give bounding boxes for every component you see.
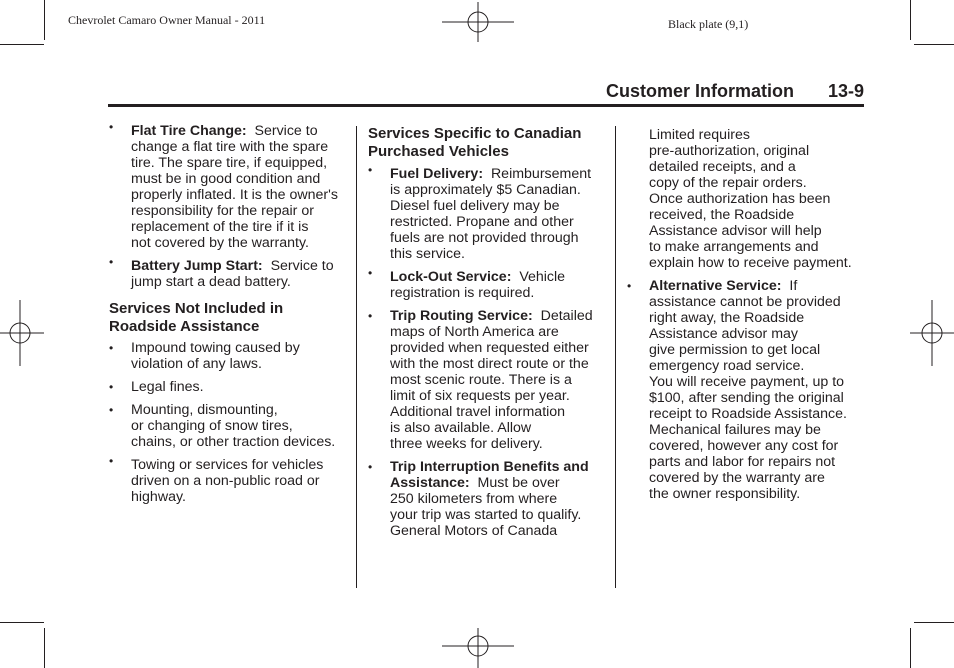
subheading-line: Roadside Assistance — [109, 318, 260, 335]
item-line: assistance cannot be provided — [649, 294, 841, 310]
item-line: tire. The spare tire, if equipped, — [131, 155, 328, 171]
item-line: parts and labor for repairs not — [649, 454, 836, 470]
item-line: Additional travel information — [390, 404, 566, 420]
item-term: Lock-Out Service: — [390, 269, 512, 285]
bullet-icon: • — [109, 380, 114, 394]
item-line: your trip was started to qualify. — [390, 507, 582, 523]
list-item — [109, 379, 349, 395]
list-item — [109, 402, 349, 450]
item-term: Trip Interruption Benefits and — [390, 459, 589, 475]
item-line: Towing or services for vehicles — [131, 457, 324, 473]
registration-mark-icon — [440, 628, 516, 668]
page-number: 13-9 — [827, 81, 864, 101]
item-term: Fuel Delivery: — [390, 166, 484, 182]
crop-mark — [0, 44, 44, 45]
item-line: detailed receipts, and a — [649, 159, 796, 175]
item-text: Vehicle — [519, 269, 566, 285]
item-line: explain how to receive payment. — [649, 255, 852, 271]
item-line: is approximately $5 Canadian. — [390, 182, 581, 198]
subheading-line: Services Specific to Canadian — [368, 125, 582, 142]
item-line: not covered by the warranty. — [131, 235, 309, 251]
list-item — [627, 278, 867, 502]
item-line: Legal fines. — [131, 379, 204, 395]
item-line: change a flat tire with the spare — [131, 139, 329, 155]
item-line: covered by the warranty are — [649, 470, 825, 486]
item-line: Mounting, dismounting, — [131, 402, 278, 418]
list-item — [368, 308, 608, 452]
list-item — [109, 255, 349, 290]
item-line: properly inflated. It is the owner's — [131, 187, 338, 203]
item-line: jump start a dead battery. — [131, 274, 291, 290]
column-2 — [368, 123, 608, 546]
item-line: fuels are not provided through — [390, 230, 579, 246]
column-1 — [109, 120, 349, 512]
column-divider — [615, 126, 616, 588]
item-line: pre-authorization, original — [649, 143, 810, 159]
list-item — [109, 454, 349, 505]
item-line: covered, however any cost for — [649, 438, 839, 454]
item-text: Must be over — [477, 475, 560, 491]
crop-mark — [910, 628, 911, 668]
item-line: this service. — [390, 246, 465, 262]
item-line: $100, after sending the original — [649, 390, 844, 406]
item-line: You will receive payment, up to — [649, 374, 845, 390]
item-line: three weeks for delivery. — [390, 436, 543, 452]
item-line: received, the Roadside — [649, 207, 795, 223]
item-line: violation of any laws. — [131, 356, 262, 372]
item-line: 250 kilometers from where — [390, 491, 558, 507]
list-item — [109, 340, 349, 372]
bullet-icon: • — [627, 279, 632, 293]
item-line: registration is required. — [390, 285, 535, 301]
item-term: Alternative Service: — [649, 278, 782, 294]
item-line: chains, or other traction devices. — [131, 434, 336, 450]
list-item — [368, 266, 608, 301]
column-divider — [356, 126, 357, 588]
bullet-icon: • — [368, 309, 373, 323]
crop-mark — [44, 628, 45, 668]
bullet-icon: • — [368, 460, 373, 474]
item-line: to make arrangements and — [649, 239, 819, 255]
registration-mark-icon — [0, 300, 44, 366]
item-line: copy of the repair orders. — [649, 175, 807, 191]
list-item — [109, 120, 349, 251]
plate-title: Chevrolet Camaro Owner Manual - 2011 — [68, 13, 266, 27]
item-line: with the most direct route or the — [390, 356, 589, 372]
continued-text — [627, 127, 867, 271]
item-line: driven on a non-public road or — [131, 473, 320, 489]
item-term: Flat Tire Change: — [131, 123, 247, 139]
bullet-icon: • — [368, 266, 373, 280]
crop-mark — [0, 622, 44, 623]
bullet-icon: • — [109, 403, 114, 417]
item-line: Assistance advisor will help — [649, 223, 822, 239]
crop-mark — [914, 622, 954, 623]
item-line: Once authorization has been — [649, 191, 831, 207]
item-term: Trip Routing Service: — [390, 308, 533, 324]
item-line: limit of six requests per year. — [390, 388, 570, 404]
item-text: Service to — [254, 123, 318, 139]
item-line: the owner responsibility. — [649, 486, 801, 502]
item-line: or changing of snow tires, — [131, 418, 293, 434]
plate-code: Black plate (9,1) — [668, 17, 749, 31]
item-line: receipt to Roadside Assistance. — [649, 406, 847, 422]
crop-mark — [914, 44, 954, 45]
subheading-line: Services Not Included in — [109, 300, 284, 317]
item-line: most scenic route. There is a — [390, 372, 572, 388]
item-line: Limited requires — [649, 127, 750, 143]
list-item — [368, 459, 608, 539]
item-text: If — [789, 278, 798, 294]
item-line: maps of North America are — [390, 324, 559, 340]
item-line: General Motors of Canada — [390, 523, 558, 539]
bullet-icon: • — [109, 255, 114, 269]
item-line: highway. — [131, 489, 186, 505]
crop-mark — [44, 0, 45, 40]
section-header — [108, 80, 864, 107]
item-text: Detailed — [540, 308, 593, 324]
item-line: must be in good condition and — [131, 171, 321, 187]
bullet-icon: • — [368, 163, 373, 177]
bullet-icon: • — [109, 454, 114, 468]
subheading — [109, 300, 349, 336]
item-line: right away, the Roadside — [649, 310, 805, 326]
item-line: emergency road service. — [649, 358, 805, 374]
item-line: Assistance advisor may — [649, 326, 799, 342]
item-term: Battery Jump Start: — [131, 258, 263, 274]
item-line: give permission to get local — [649, 342, 821, 358]
item-line: Mechanical failures may be — [649, 422, 821, 438]
column-3 — [627, 127, 867, 509]
subheading-line: Purchased Vehicles — [368, 143, 509, 160]
item-line: provided when requested either — [390, 340, 589, 356]
item-text: Reimbursement — [490, 166, 592, 182]
item-line: restricted. Propane and other — [390, 214, 574, 230]
registration-mark-icon — [440, 2, 516, 42]
bullet-icon: • — [109, 341, 114, 355]
item-line: responsibility for the repair or — [131, 203, 314, 219]
item-text: Service to — [270, 258, 334, 274]
bullet-icon: • — [109, 120, 114, 134]
subheading — [368, 125, 608, 161]
item-line: replacement of the tire if it is — [131, 219, 309, 235]
section-title: Customer Information — [605, 81, 794, 101]
list-item — [368, 163, 608, 262]
item-line: Diesel fuel delivery may be — [390, 198, 560, 214]
registration-mark-icon — [910, 300, 954, 366]
item-line: is also available. Allow — [390, 420, 532, 436]
item-line: Impound towing caused by — [131, 340, 300, 356]
crop-mark — [910, 0, 911, 40]
item-term: Assistance: — [390, 475, 470, 491]
